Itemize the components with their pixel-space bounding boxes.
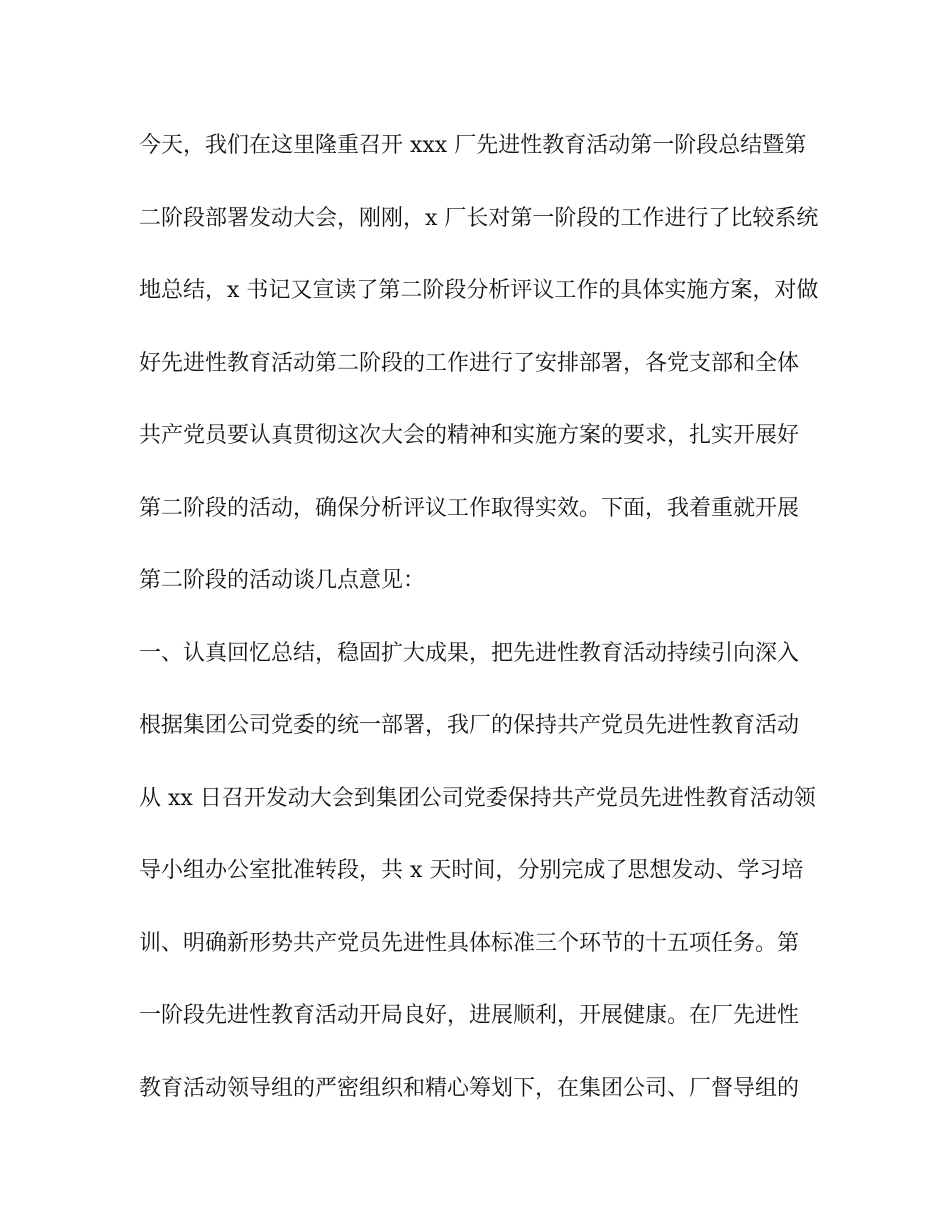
text-line-9: 根据集团公司党委的统一部署，我厂的保持共产党员先进性教育活动 xyxy=(139,713,800,738)
text-line-13: 一阶段先进性教育活动开局良好，进展顺利，开展健康。在厂先进性 xyxy=(139,1003,800,1028)
text-line-6: 第二阶段的活动，确保分析评议工作取得实效。下面，我着重就开展 xyxy=(139,496,800,521)
text-line-3: 地总结，x 书记又宣读了第二阶段分析评议工作的具体实施方案，对做 xyxy=(139,278,819,303)
text-line-11: 导小组办公室批准转段，共 x 天时间，分别完成了思想发动、学习培 xyxy=(139,858,804,883)
text-line-12: 训、明确新形势共产党员先进性具体标准三个环节的十五项任务。第 xyxy=(139,931,800,956)
text-line-1: 今天，我们在这里隆重召开 xxx 厂先进性教育活动第一阶段总结暨第 xyxy=(139,133,807,158)
text-line-10: 从 xx 日召开发动大会到集团公司党委保持共产党员先进性教育活动领 xyxy=(139,786,816,811)
text-line-14: 教育活动领导组的严密组织和精心筹划下，在集团公司、厂督导组的 xyxy=(139,1076,800,1101)
text-line-5: 共产党员要认真贯彻这次大会的精神和实施方案的要求，扎实开展好 xyxy=(139,423,800,448)
text-line-7: 第二阶段的活动谈几点意见： xyxy=(139,568,426,593)
text-line-2: 二阶段部署发动大会，刚刚，x 厂长对第一阶段的工作进行了比较系统 xyxy=(139,206,819,231)
text-line-4: 好先进性教育活动第二阶段的工作进行了安排部署，各党支部和全体 xyxy=(139,351,800,376)
section-heading: 一、认真回忆总结，稳固扩大成果，把先进性教育活动持续引向深入 xyxy=(139,641,800,666)
